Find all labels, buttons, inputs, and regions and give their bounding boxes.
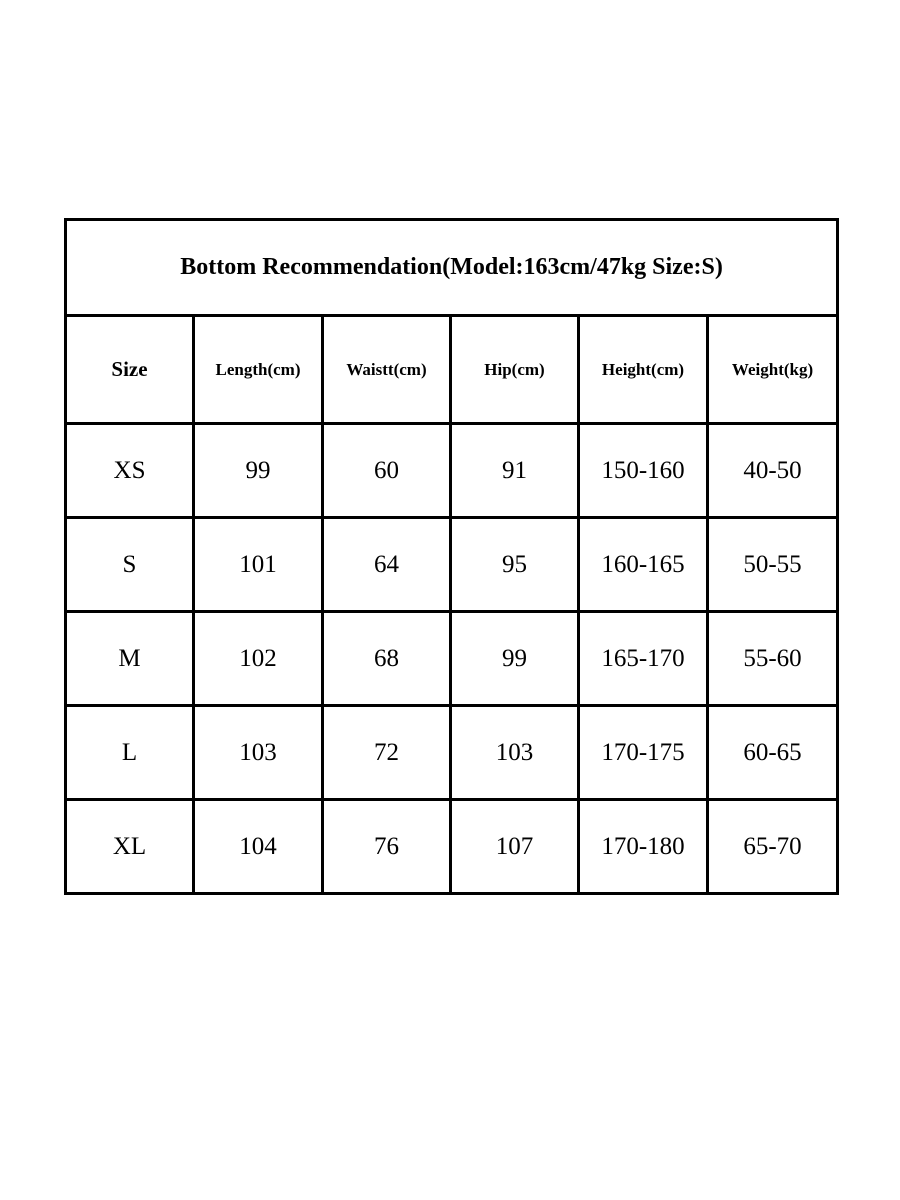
table-cell: 99	[194, 424, 323, 518]
table-cell: 60-65	[708, 706, 838, 800]
table-cell: L	[66, 706, 194, 800]
column-header-size: Size	[66, 316, 194, 424]
table-cell: 170-175	[579, 706, 708, 800]
table-cell: XS	[66, 424, 194, 518]
title-row	[66, 220, 838, 316]
table-cell: 65-70	[708, 800, 838, 894]
table-row	[66, 706, 838, 800]
table-cell: 102	[194, 612, 323, 706]
table-row	[66, 424, 838, 518]
table-cell: 107	[451, 800, 579, 894]
table-cell: 68	[323, 612, 451, 706]
column-header-hip: Hip(cm)	[451, 316, 579, 424]
table-cell: 160-165	[579, 518, 708, 612]
size-chart-table	[64, 218, 839, 895]
column-header-waist: Waistt(cm)	[323, 316, 451, 424]
table-title: Bottom Recommendation(Model:163cm/47kg Size:S)	[66, 220, 838, 316]
table-cell: XL	[66, 800, 194, 894]
table-cell: 55-60	[708, 612, 838, 706]
table-cell: 64	[323, 518, 451, 612]
table-cell: 150-160	[579, 424, 708, 518]
column-header-length: Length(cm)	[194, 316, 323, 424]
column-header-weight: Weight(kg)	[708, 316, 838, 424]
table-cell: 103	[194, 706, 323, 800]
table-cell: 72	[323, 706, 451, 800]
table-row	[66, 612, 838, 706]
table-cell: 95	[451, 518, 579, 612]
table-cell: 101	[194, 518, 323, 612]
table-cell: S	[66, 518, 194, 612]
header-row	[66, 316, 838, 424]
table-cell: 170-180	[579, 800, 708, 894]
table-cell: 91	[451, 424, 579, 518]
table-cell: 99	[451, 612, 579, 706]
table-row	[66, 518, 838, 612]
table-cell: M	[66, 612, 194, 706]
table-cell: 60	[323, 424, 451, 518]
table-cell: 103	[451, 706, 579, 800]
table-row	[66, 800, 838, 894]
table-cell: 40-50	[708, 424, 838, 518]
table-cell: 50-55	[708, 518, 838, 612]
table-cell: 104	[194, 800, 323, 894]
column-header-height: Height(cm)	[579, 316, 708, 424]
table-cell: 76	[323, 800, 451, 894]
table-cell: 165-170	[579, 612, 708, 706]
